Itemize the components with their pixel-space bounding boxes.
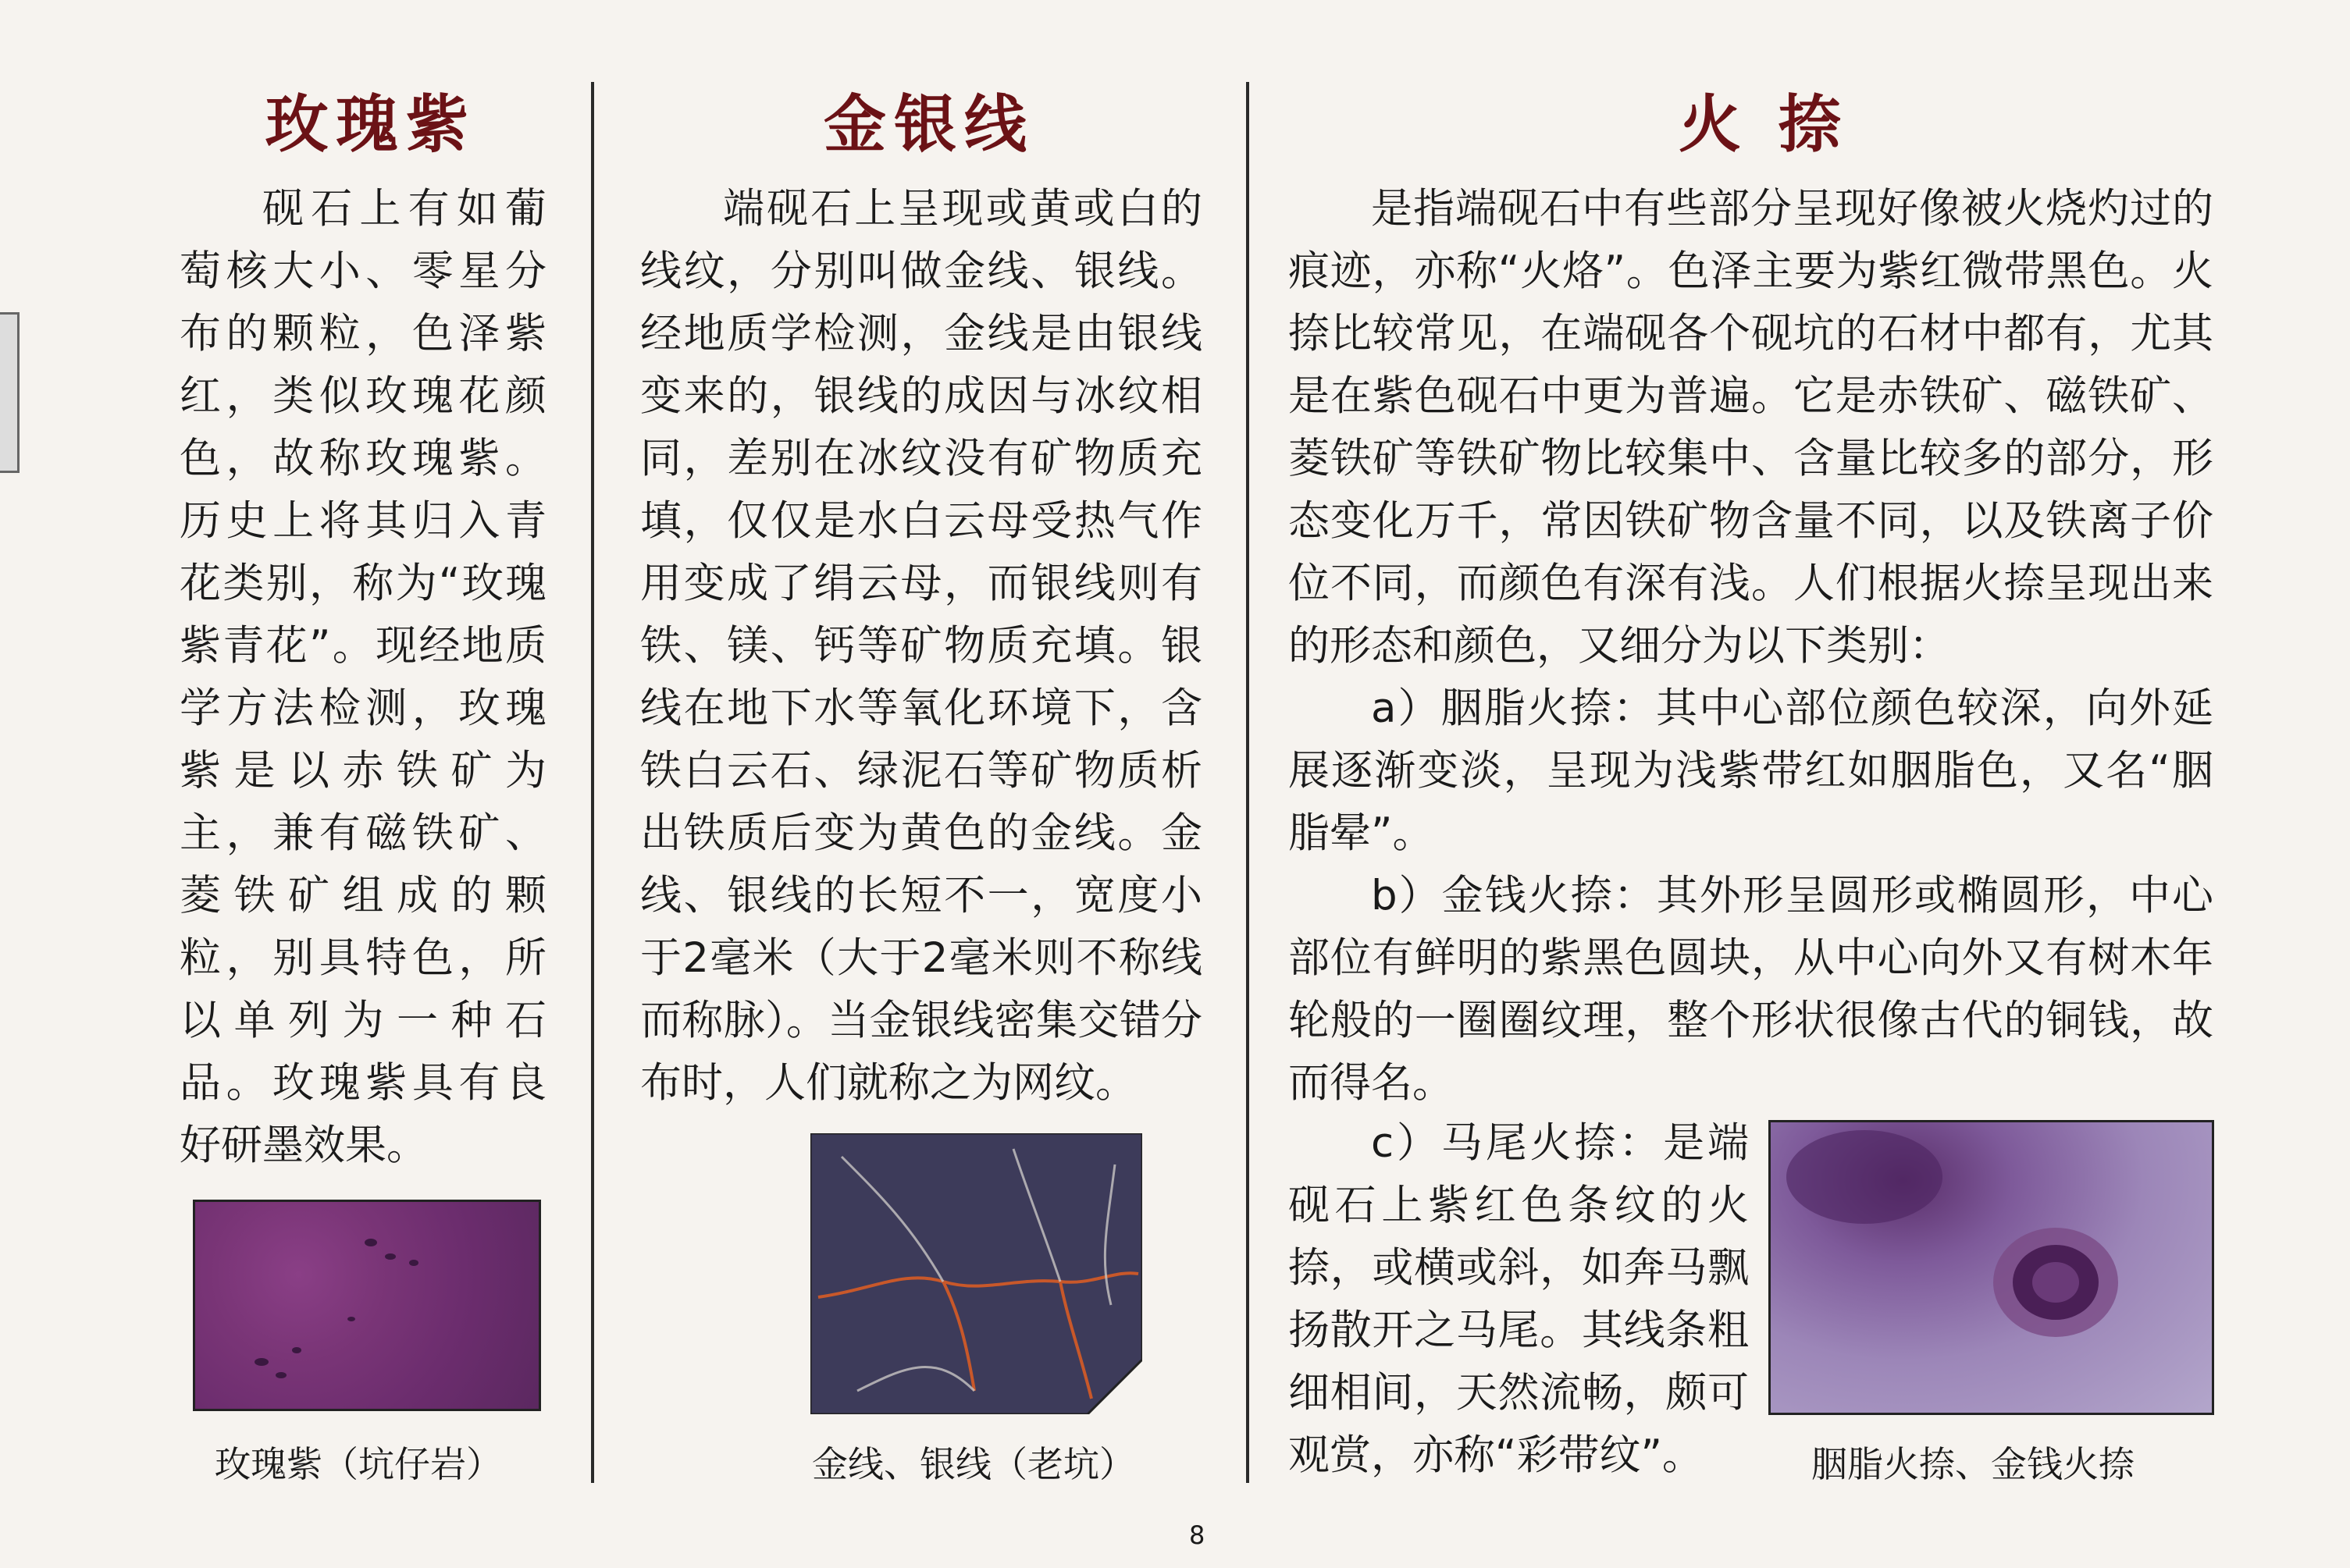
gold-silver-caption: 金线、银线（老坑） (812, 1443, 1135, 1485)
gold-silver-veins (810, 1133, 1142, 1414)
rouge-coin-fire-image (1768, 1120, 2214, 1415)
heading-gold-silver-lines: 金银线 (824, 87, 1034, 161)
fire-mark-caption: 胭脂火捺、金钱火捺 (1811, 1443, 2135, 1485)
column-divider-1 (591, 82, 594, 1483)
fire-mark-paragraph-b: b）金钱火捺：其外形呈圆形或椭圆形，中心部位有鲜明的紫黑色圆块，从中心向外又有树木年轮般的一圈圈纹理，整个形状很像古代的铜钱，故而得名。 (1288, 872, 2213, 1107)
rose-purple-paragraph: 砚石上有如葡萄核大小、零星分布的颗粒，色泽紫红，类似玫瑰花颜色，故称玫瑰紫。历史上将其归入青花类别，称为“玫瑰紫青花”。现经地质学方法检测，玫瑰紫是以赤铁矿为主，兼有磁铁矿、菱铁矿组成的颗粒，别具特色，所以单列为一种石品。玫瑰紫具有良好研墨效果。 (180, 185, 547, 1169)
fire-mark-body (1288, 178, 2213, 1115)
heading-fire-mark: 火 捺 (1679, 87, 1849, 161)
gold-silver-body (640, 178, 1202, 1115)
binder-clip (0, 312, 20, 473)
fire-mark-paragraph-c: c）马尾火捺：是端砚石上紫红色条纹的火捺，或横或斜，如奔马飘扬散开之马尾。其线条粗细相间，天然流畅，颇可观赏，亦称“彩带纹”。 (1288, 1119, 1749, 1479)
rose-purple-body (180, 178, 547, 1177)
gold-silver-paragraph: 端砚石上呈现或黄或白的线纹，分别叫做金线、银线。经地质学检测，金线是由银线变来的，银线的成因与冰纹相同，差别在冰纹没有矿物质充填，仅仅是水白云母受热气作用变成了绢云母，而银线则有铁、镁、钙等矿物质充填。银线在地下水等氧化环境下，含铁白云石、绿泥石等矿物质析出铁质后变为黄色的金线。金线、银线的长短不一，宽度小于2毫米（大于2毫米则不称线而称脉）。当金银线密集交错分布时，人们就称之为网纹。 (640, 185, 1202, 1107)
fire-mark-paragraph-a: a）胭脂火捺：其中心部位颜色较深，向外延展逐渐变淡，呈现为浅紫带红如胭脂色，又名“胭脂晕”。 (1288, 684, 2213, 857)
fire-mark-c-body (1288, 1112, 1749, 1487)
rose-purple-caption: 玫瑰紫（坑仔岩） (215, 1443, 502, 1485)
page-number: 8 (1189, 1520, 1205, 1550)
column-divider-2 (1246, 82, 1249, 1483)
rose-purple-stone-image (193, 1200, 541, 1411)
coin-fire-rings (1771, 1122, 2212, 1413)
fire-mark-paragraph-intro: 是指端砚石中有些部分呈现好像被火烧灼过的痕迹，亦称“火烙”。色泽主要为紫红微带黑色。火捺比较常见，在端砚各个砚坑的石材中都有，尤其是在紫色砚石中更为普遍。它是赤铁矿、磁铁矿、菱铁矿等铁矿物比较集中、含量比较多的部分，形态变化万千，常因铁矿物含量不同，以及铁离子价位不同，而颜色有深有浅。人们根据火捺呈现出来的形态和颜色，又细分为以下类别： (1288, 185, 2213, 670)
gold-silver-stone-image (810, 1133, 1142, 1414)
rose-purple-speckles (195, 1202, 539, 1409)
heading-rose-purple: 玫瑰紫 (265, 87, 476, 161)
